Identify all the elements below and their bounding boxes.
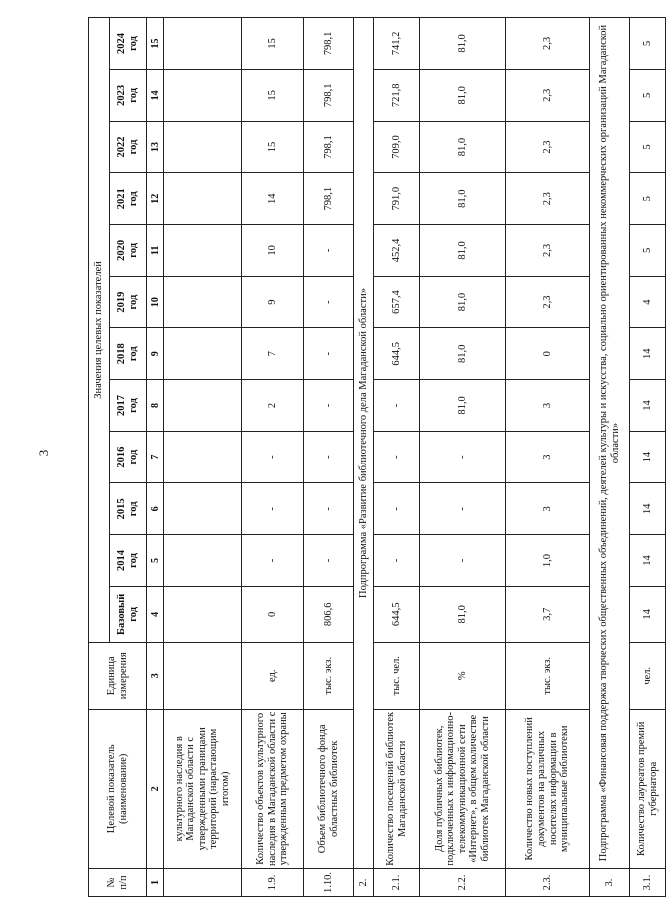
value-cell: 81,0	[420, 69, 506, 121]
header-year: 2019 год	[110, 276, 147, 328]
value-cell: -	[242, 431, 304, 483]
value-cell: 81,0	[420, 380, 506, 432]
value-cell: 741,2	[374, 18, 420, 70]
row-number: 2.	[354, 869, 374, 897]
column-number: 12	[147, 173, 164, 225]
header-year: 2014 год	[110, 535, 147, 587]
value-cell: 5	[630, 173, 666, 225]
column-number: 2	[147, 709, 164, 868]
value-cell: 5	[630, 225, 666, 277]
value-cell	[164, 225, 242, 277]
indicator-name: Количество лауреатов премий губернатора	[630, 709, 666, 868]
column-number: 10	[147, 276, 164, 328]
value-cell	[164, 380, 242, 432]
value-cell: 798,1	[304, 121, 354, 173]
value-cell: 2,3	[506, 173, 590, 225]
target-indicators-table	[88, 17, 666, 897]
row-number: 1.10.	[304, 869, 354, 897]
table-row	[506, 18, 590, 897]
value-cell: 721,8	[374, 69, 420, 121]
value-cell: 798,1	[304, 69, 354, 121]
column-number: 14	[147, 69, 164, 121]
column-number: 6	[147, 483, 164, 535]
value-cell	[164, 173, 242, 225]
value-cell: 15	[242, 121, 304, 173]
value-cell: 644,5	[374, 328, 420, 380]
column-number: 5	[147, 535, 164, 587]
value-cell: -	[304, 380, 354, 432]
value-cell: 2,3	[506, 225, 590, 277]
value-cell: -	[420, 535, 506, 587]
value-cell: 2	[242, 380, 304, 432]
indicator-name: Количество объектов культурного наследия в Магаданской области с утвержденным предметом охраны	[242, 709, 304, 868]
value-cell: -	[304, 535, 354, 587]
header-unit: Единица измерения	[89, 642, 147, 709]
value-cell: 14	[630, 586, 666, 642]
section-row	[354, 18, 374, 897]
column-number: 13	[147, 121, 164, 173]
value-cell: -	[374, 380, 420, 432]
value-cell: 3,7	[506, 586, 590, 642]
column-number: 11	[147, 225, 164, 277]
value-cell: 14	[630, 431, 666, 483]
header-year: 2020 год	[110, 225, 147, 277]
value-cell: 2,3	[506, 69, 590, 121]
value-cell	[164, 276, 242, 328]
value-cell: 452,4	[374, 225, 420, 277]
column-number: 4	[147, 586, 164, 642]
unit-cell: ед.	[242, 642, 304, 709]
value-cell	[164, 328, 242, 380]
value-cell	[164, 69, 242, 121]
value-cell	[164, 483, 242, 535]
row-number: 2.3.	[506, 869, 590, 897]
value-cell: 791,0	[374, 173, 420, 225]
header-values-group: Значения целевых показателей	[89, 18, 110, 643]
table-row	[630, 18, 666, 897]
value-cell: 2,3	[506, 121, 590, 173]
value-cell: -	[304, 431, 354, 483]
value-cell: -	[374, 535, 420, 587]
value-cell: 709,0	[374, 121, 420, 173]
header-base-year: Базовый год	[110, 586, 147, 642]
unit-cell	[164, 642, 242, 709]
row-number: 1.9.	[242, 869, 304, 897]
value-cell: 3	[506, 431, 590, 483]
unit-cell: %	[420, 642, 506, 709]
value-cell: 14	[242, 173, 304, 225]
value-cell: 5	[630, 18, 666, 70]
table-row	[164, 18, 242, 897]
value-cell: 81,0	[420, 121, 506, 173]
value-cell: -	[304, 328, 354, 380]
value-cell: 657,4	[374, 276, 420, 328]
value-cell: 14	[630, 483, 666, 535]
row-number: 2.1.	[374, 869, 420, 897]
section-title: Подпрограмма «Финансовая поддержка творческих общественных объединений, деятелей культуры и искусства, социально ориентированных некоммерческих организаций Магаданской области»	[590, 18, 630, 869]
column-number: 1	[147, 869, 164, 897]
header-year: 2017 год	[110, 380, 147, 432]
value-cell	[164, 535, 242, 587]
value-cell: 0	[506, 328, 590, 380]
unit-cell: тыс. экз.	[506, 642, 590, 709]
indicator-name: культурного наследия в Магаданской области с утвержденными границами территорий (нарастающим итогом)	[164, 709, 242, 868]
rotated-page-content	[80, 0, 659, 905]
table-row	[374, 18, 420, 897]
value-cell: 798,1	[304, 173, 354, 225]
unit-cell: тыс. чел.	[374, 642, 420, 709]
value-cell	[164, 18, 242, 70]
row-number	[164, 869, 242, 897]
value-cell: 14	[630, 328, 666, 380]
indicator-name: Доля публичных библиотек, подключенных к информационно-телекоммуникационной сети «Интернет», в общем количестве библиотек Магаданской области	[420, 709, 506, 868]
column-number: 8	[147, 380, 164, 432]
value-cell: 798,1	[304, 18, 354, 70]
header-num: № п/п	[89, 869, 147, 897]
value-cell	[164, 431, 242, 483]
header-year: 2016 год	[110, 431, 147, 483]
value-cell: 14	[630, 380, 666, 432]
value-cell: 806,6	[304, 586, 354, 642]
value-cell: -	[304, 225, 354, 277]
row-number: 3.1.	[630, 869, 666, 897]
header-year: 2022 год	[110, 121, 147, 173]
value-cell: 81,0	[420, 586, 506, 642]
row-number: 3.	[590, 869, 630, 897]
value-cell: 644,5	[374, 586, 420, 642]
value-cell: 1,0	[506, 535, 590, 587]
header-year: 2018 год	[110, 328, 147, 380]
value-cell: -	[420, 431, 506, 483]
value-cell: -	[374, 431, 420, 483]
value-cell: -	[420, 483, 506, 535]
value-cell: 14	[630, 535, 666, 587]
header-year: 2021 год	[110, 173, 147, 225]
header-year: 2024 год	[110, 18, 147, 70]
indicator-name: Количество новых поступлений документов на различных носителях информации в муниципальные библиотеки	[506, 709, 590, 868]
column-number: 15	[147, 18, 164, 70]
table-row	[304, 18, 354, 897]
indicator-name: Количество посещений библиотек Магаданской области	[374, 709, 420, 868]
value-cell: 81,0	[420, 18, 506, 70]
table-row	[420, 18, 506, 897]
value-cell: 3	[506, 483, 590, 535]
value-cell: -	[304, 276, 354, 328]
value-cell: 2,3	[506, 18, 590, 70]
table-body	[164, 18, 666, 897]
value-cell: 81,0	[420, 173, 506, 225]
value-cell: -	[242, 535, 304, 587]
header-year: 2015 год	[110, 483, 147, 535]
unit-cell: чел.	[630, 642, 666, 709]
value-cell: 15	[242, 69, 304, 121]
value-cell: 5	[630, 69, 666, 121]
column-number: 3	[147, 642, 164, 709]
value-cell	[164, 586, 242, 642]
value-cell: -	[304, 483, 354, 535]
value-cell: -	[374, 483, 420, 535]
value-cell: 81,0	[420, 225, 506, 277]
indicator-name: Объем библиотечного фонда областных библиотек	[304, 709, 354, 868]
row-number: 2.2.	[420, 869, 506, 897]
value-cell: 3	[506, 380, 590, 432]
value-cell: 4	[630, 276, 666, 328]
value-cell	[164, 121, 242, 173]
value-cell: 81,0	[420, 328, 506, 380]
value-cell: 0	[242, 586, 304, 642]
value-cell: -	[242, 483, 304, 535]
value-cell: 7	[242, 328, 304, 380]
header-year: 2023 год	[110, 69, 147, 121]
page-number: 3	[36, 449, 51, 457]
section-title: Подпрограмма «Развитие библиотечного дела Магаданской области»	[354, 18, 374, 869]
value-cell: 9	[242, 276, 304, 328]
value-cell: 15	[242, 18, 304, 70]
section-row	[590, 18, 630, 897]
column-number: 7	[147, 431, 164, 483]
value-cell: 10	[242, 225, 304, 277]
table-row	[242, 18, 304, 897]
column-number: 9	[147, 328, 164, 380]
value-cell: 81,0	[420, 276, 506, 328]
value-cell: 5	[630, 121, 666, 173]
header-indicator: Целевой показатель (наименование)	[89, 709, 147, 868]
unit-cell: тыс. экз.	[304, 642, 354, 709]
value-cell: 2,3	[506, 276, 590, 328]
